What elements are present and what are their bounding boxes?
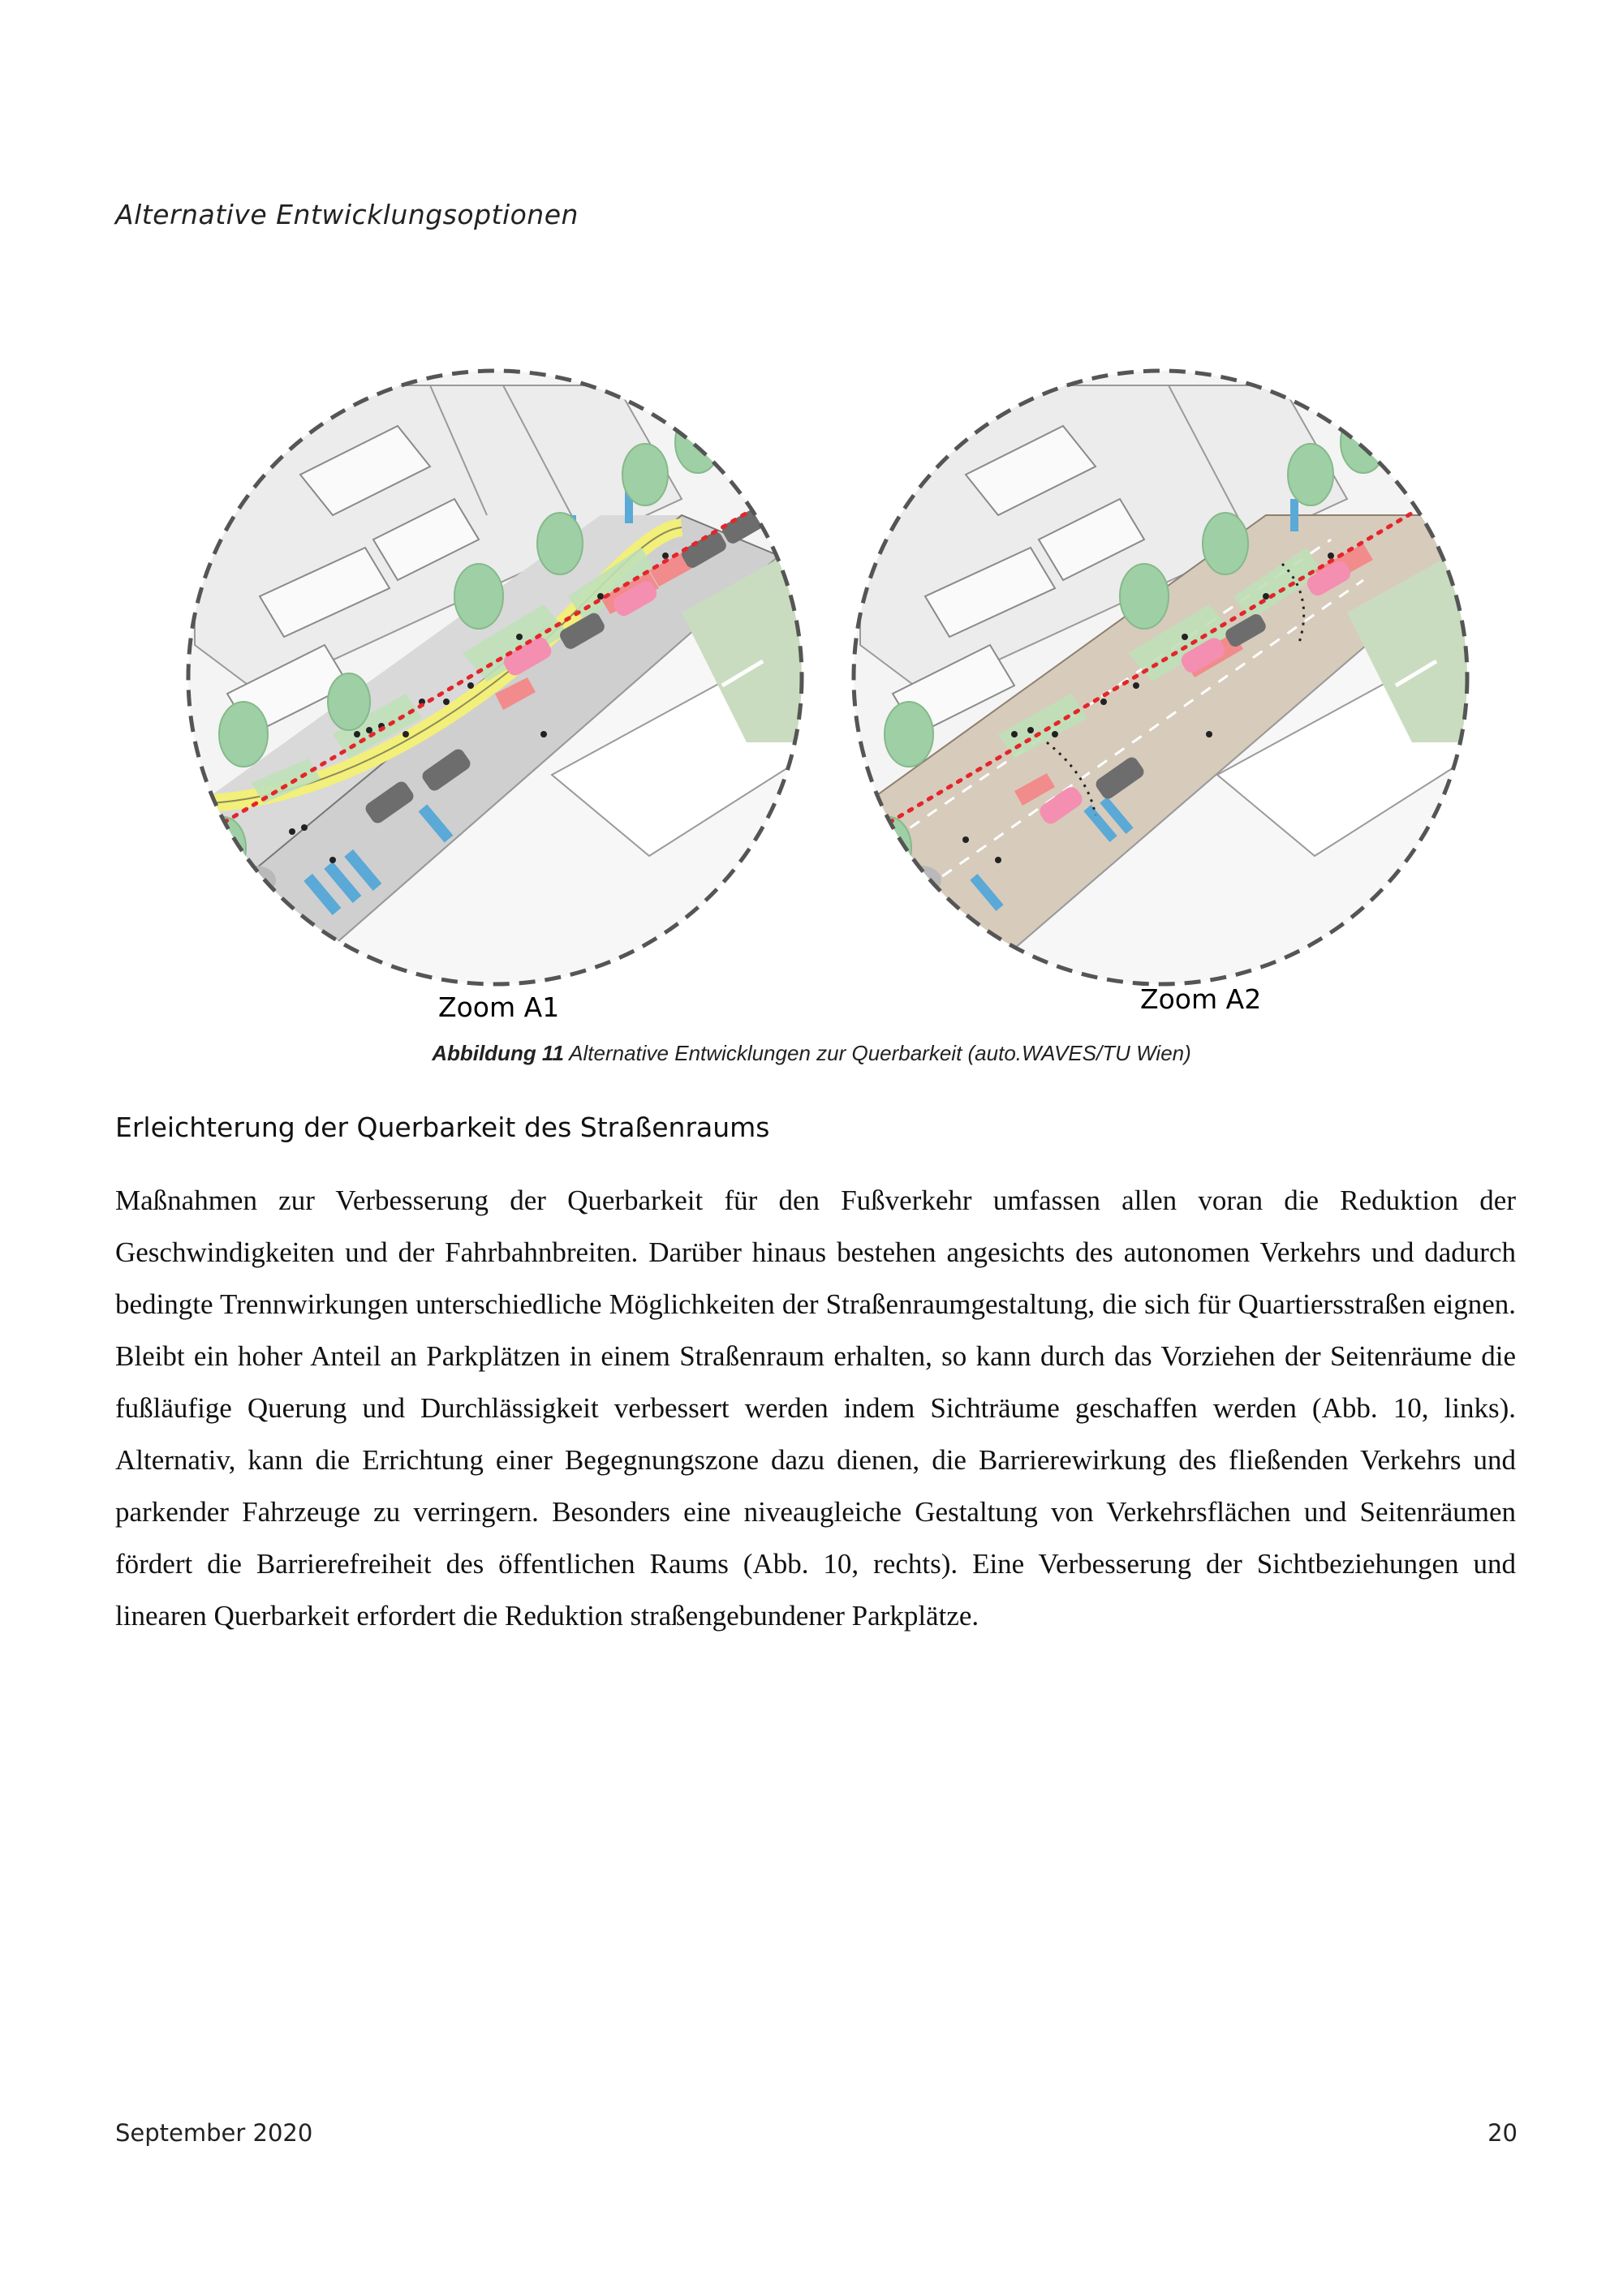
zoom-a2-diagram xyxy=(844,361,1493,1010)
caption-label: Abbildung 11 xyxy=(432,1041,564,1065)
page-number: 20 xyxy=(1487,2119,1518,2147)
body-paragraph: Maßnahmen zur Verbesserung der Querbarkeit für den Fußverkehr umfassen allen voran die Reduktion der Geschwindigkeiten und der Fahrbahnbreiten. Darüber hinaus bestehen angesichts des autonomen Verkehrs und dadurch bedingte Trennwirkungen unterschiedliche Möglichkeiten der Straßenraumgestaltung, die sich für Quartiersstraßen eignen. Bleibt ein hoher Anteil an Parkplätzen in einem Straßenraum erhalten, so kann durch das Vorziehen der Seitenräume die fußläufige Querung und Durchlässigkeit verbessert werden indem Sichträume geschaffen werden (Abb. 10, links). Alternativ, kann die Errichtung einer Begegnungszone dazu dienen, die Barrierewirkung des fließenden Verkehrs und parkender Fahrzeuge zu verringern. Besonders eine niveaugleiche Gestaltung von Verkehrsflächen und Seitenräumen fördert die Barrierefreiheit des öffentlichen Raums (Abb. 10, rechts). Eine Verbesserung der Sichtbeziehungen und linearen Querbarkeit erfordert die Reduktion straßengebundener Parkplätze. xyxy=(115,1185,1516,1632)
caption-text: Alternative Entwicklungen zur Querbarkeit (auto.WAVES/TU Wien) xyxy=(563,1041,1191,1065)
zoom-a1-diagram xyxy=(179,361,828,1010)
zoom-a1-label: Zoom A1 xyxy=(438,991,560,1023)
figure-caption xyxy=(0,1041,1623,1066)
footer-date: September 2020 xyxy=(115,2119,313,2147)
zoom-a2-label: Zoom A2 xyxy=(1140,983,1262,1015)
page-header: Alternative Entwicklungsoptionen xyxy=(115,199,579,230)
section-heading: Erleichterung der Querbarkeit des Straßenraums xyxy=(115,1111,770,1143)
figure-zoom-diagrams xyxy=(162,353,1526,1034)
